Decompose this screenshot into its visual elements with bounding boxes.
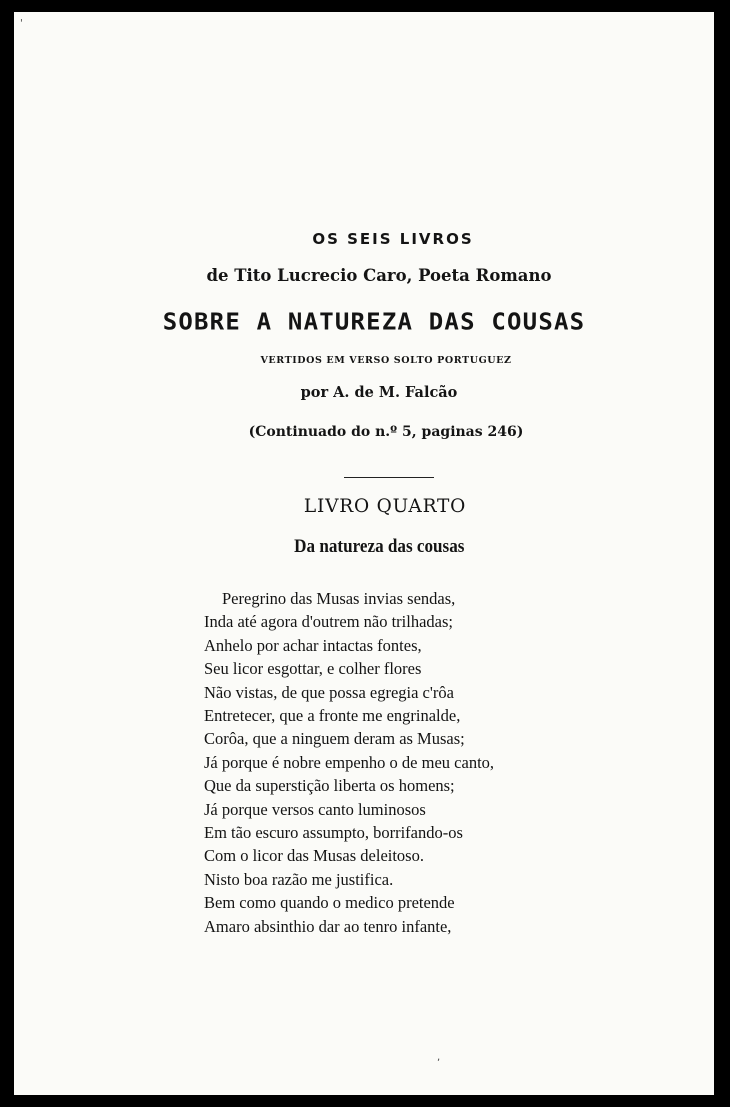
- author-line: de Tito Lucrecio Caro, Poeta Romano: [206, 266, 552, 285]
- poem-line: Em tão escuro assumpto, borrifando-os: [204, 823, 463, 843]
- poem-line: Peregrino das Musas invias sendas,: [222, 589, 456, 608]
- poem-line: Nisto boa razão me justifica.: [204, 869, 394, 889]
- poem-line: Bem como quando o medico pretende: [204, 893, 455, 913]
- poem-line: Com o licor das Musas deleitoso.: [204, 846, 424, 866]
- poem-line: Anhelo por achar intactas fontes,: [204, 635, 422, 655]
- chapter-title: Da natureza das cousas: [294, 536, 465, 557]
- book-title: LIVRO QUARTO: [303, 496, 467, 517]
- corner-mark: ': [20, 18, 23, 29]
- poem-line: Inda até agora d'outrem não trilhadas;: [204, 612, 453, 632]
- continuation-note: (Continuado do n.º 5, paginas 246): [248, 424, 524, 440]
- work-title: SOBRE A NATUREZA DAS COUSAS: [162, 308, 586, 336]
- document-page: [14, 12, 714, 1095]
- bottom-mark: ,: [437, 1052, 441, 1063]
- poem-line: Entretecer, que a fronte me engrinalde,: [204, 706, 461, 726]
- poem-line: Que da superstição liberta os homens;: [204, 776, 455, 796]
- poem-line: Já porque é nobre empenho o de meu canto,: [204, 752, 495, 772]
- translator-line: por A. de M. Falcão: [300, 384, 458, 401]
- poem-line: Já porque versos canto luminosos: [204, 799, 426, 819]
- poem-line: Seu licor esgottar, e colher flores: [204, 659, 422, 679]
- poem-line: Não vistas, de que possa egregia c'rôa: [204, 682, 454, 702]
- poem-line: Corôa, que a ninguem deram as Musas;: [204, 729, 465, 749]
- series-title: OS SEIS LIVROS: [312, 230, 474, 248]
- poem-text: [204, 587, 494, 938]
- subtitle: VERTIDOS EM VERSO SOLTO PORTUGUEZ: [260, 355, 512, 366]
- section-divider: [344, 477, 434, 478]
- poem-line: Amaro absinthio dar ao tenro infante,: [204, 916, 452, 936]
